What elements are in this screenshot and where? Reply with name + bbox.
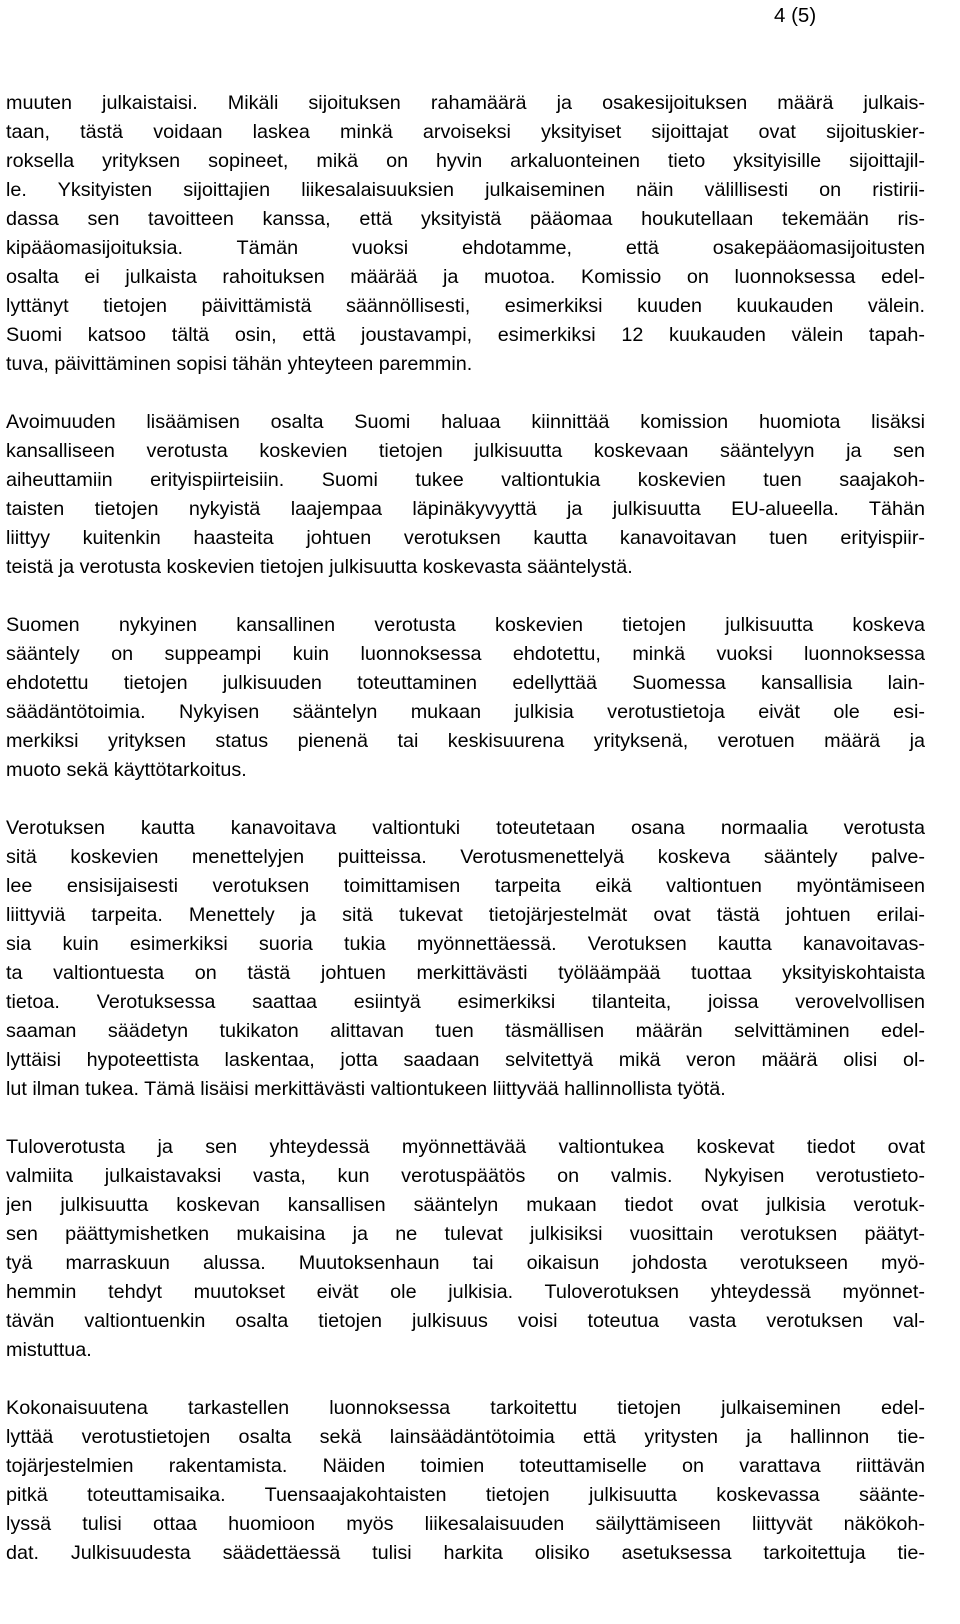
text-line: kansalliseen verotusta koskevien tietojen julkisuutta koskevaan sääntelyyn ja sen xyxy=(6,440,925,462)
text-line: mistuttua. xyxy=(6,1339,92,1361)
text-line: kipääomasijoituksia. Tämän vuoksi ehdotamme, että osakepääomasijoitusten xyxy=(6,237,925,259)
text-line: liittyy kuitenkin haasteita johtuen verotuksen kautta kanavoitavan tuen erityispiir- xyxy=(6,527,925,549)
text-line: lut ilman tukea. Tämä lisäisi merkittävästi valtiontukeen liittyvää hallinnollista työtä. xyxy=(6,1078,726,1100)
text-line: valmiita julkaistavaksi vasta, kun verotuspäätös on valmis. Nykyisen verotustieto- xyxy=(6,1165,925,1187)
text-line: Tuloverotusta ja sen yhteydessä myönnettävää valtiontukea koskevat tiedot ovat xyxy=(6,1136,925,1158)
paragraph xyxy=(6,611,925,785)
text-line: sääntely on suppeampi kuin luonnoksessa ehdotettu, minkä vuoksi luonnoksessa xyxy=(6,643,925,665)
text-line: tyä marraskuun alussa. Muutoksenhaun tai oikaisun johdosta verotukseen myö- xyxy=(6,1252,925,1274)
text-line: Suomen nykyinen kansallinen verotusta koskevien tietojen julkisuutta koskeva xyxy=(6,614,925,636)
text-line: muoto sekä käyttötarkoitus. xyxy=(6,759,247,781)
text-line: taan, tästä voidaan laskea minkä arvoiseksi yksityiset sijoittajat ovat sijoituskier- xyxy=(6,121,925,143)
text-line: Suomi katsoo tältä osin, että joustavampi, esimerkiksi 12 kuukauden välein tapah- xyxy=(6,324,925,346)
text-line: ehdotettu tietojen julkisuuden toteuttaminen edellyttää Suomessa kansallisia lain- xyxy=(6,672,925,694)
paragraph xyxy=(6,814,925,1104)
text-line: lyttää verotustietojen osalta sekä lainsäädäntötoimia että yritysten ja hallinnon tie- xyxy=(6,1426,925,1448)
text-line: ta valtiontuesta on tästä johtuen merkittävästi työläämpää tuottaa yksityiskohtaista xyxy=(6,962,925,984)
text-line: le. Yksityisten sijoittajien liikesalaisuuksien julkaiseminen näin välillisesti on ristirii- xyxy=(6,179,925,201)
text-line: lyttäisi hypoteettista laskentaa, jotta saadaan selvitettyä mikä veron määrä olisi ol- xyxy=(6,1049,925,1071)
text-line: tävän valtiontuenkin osalta tietojen julkisuus voisi toteutua vasta verotuksen val- xyxy=(6,1310,925,1332)
text-line: lyttänyt tietojen päivittämistä säännöllisesti, esimerkiksi kuuden kuukauden välein. xyxy=(6,295,925,317)
text-line: saaman säädetyn tukikaton alittavan tuen täsmällisen määrän selvittäminen edel- xyxy=(6,1020,925,1042)
text-line: tuva, päivittäminen sopisi tähän yhteyteen paremmin. xyxy=(6,353,473,375)
text-line: liittyviä tarpeita. Menettely ja sitä tukevat tietojärjestelmät ovat tästä johtuen erilai- xyxy=(6,904,925,926)
paragraph xyxy=(6,1133,925,1365)
text-line: sitä koskevien menettelyjen puitteissa. Verotusmenettelyä koskeva sääntely palve- xyxy=(6,846,925,868)
text-line: aiheuttamiin erityispiirteisiin. Suomi tukee valtiontukia koskevien tuen saajakoh- xyxy=(6,469,925,491)
text-line: Verotuksen kautta kanavoitava valtiontuki toteutetaan osana normaalia verotusta xyxy=(6,817,925,839)
text-line: Kokonaisuutena tarkastellen luonnoksessa tarkoitettu tietojen julkaiseminen edel- xyxy=(6,1397,925,1419)
text-line: tojärjestelmien rakentamista. Näiden toimien toteuttamiselle on varattava riittävän xyxy=(6,1455,925,1477)
text-line: pitkä toteuttamisaika. Tuensaajakohtaisten tietojen julkisuutta koskevassa säänte- xyxy=(6,1484,925,1506)
page-number: 4 (5) xyxy=(774,4,817,27)
text-line: hemmin tehdyt muutokset eivät ole julkisia. Tuloverotuksen yhteydessä myönnet- xyxy=(6,1281,925,1303)
text-line: sen päättymishetken mukaisina ja ne tulevat julkisiksi vuosittain verotuksen päätyt- xyxy=(6,1223,925,1245)
text-line: säädäntötoimia. Nykyisen sääntelyn mukaan julkisia verotustietoja eivät ole esi- xyxy=(6,701,925,723)
text-line: lyssä tulisi ottaa huomioon myös liikesalaisuuden säilyttämiseen liittyvät näkökoh- xyxy=(6,1513,925,1535)
text-line: osalta ei julkaista rahoituksen määrää ja muotoa. Komissio on luonnoksessa edel- xyxy=(6,266,925,288)
paragraph xyxy=(6,89,925,379)
text-line: dat. Julkisuudesta säädettäessä tulisi harkita olisiko asetuksessa tarkoitettuja tie- xyxy=(6,1542,925,1564)
text-line: muuten julkaistaisi. Mikäli sijoituksen rahamäärä ja osakesijoituksen määrä julkais- xyxy=(6,92,925,114)
text-line: merkiksi yrityksen status pienenä tai keskisuurena yrityksenä, verotuen määrä ja xyxy=(6,730,925,752)
text-line: teistä ja verotusta koskevien tietojen julkisuutta koskevasta sääntelystä. xyxy=(6,556,633,578)
text-line: tietoa. Verotuksessa saattaa esiintyä esimerkiksi tilanteita, joissa verovelvollisen xyxy=(6,991,925,1013)
text-line: dassa sen tavoitteen kanssa, että yksityistä pääomaa houkutellaan tekemään ris- xyxy=(6,208,925,230)
text-line: Avoimuuden lisäämisen osalta Suomi haluaa kiinnittää komission huomiota lisäksi xyxy=(6,411,925,433)
text-line: jen julkisuutta koskevan kansallisen sääntelyn mukaan tiedot ovat julkisia verotuk- xyxy=(6,1194,925,1216)
text-line: lee ensisijaisesti verotuksen toimittamisen tarpeita eikä valtiontuen myöntämiseen xyxy=(6,875,925,897)
paragraph xyxy=(6,408,925,582)
text-line: taisten tietojen nykyistä laajempaa läpinäkyvyyttä ja julkisuutta EU-alueella. Tähän xyxy=(6,498,925,520)
document-body xyxy=(6,89,925,1597)
text-line: sia kuin esimerkiksi suoria tukia myönnettäessä. Verotuksen kautta kanavoitavas- xyxy=(6,933,925,955)
text-line: roksella yrityksen sopineet, mikä on hyvin arkaluonteinen tieto yksityisille sijoittajil- xyxy=(6,150,925,172)
paragraph xyxy=(6,1394,925,1568)
